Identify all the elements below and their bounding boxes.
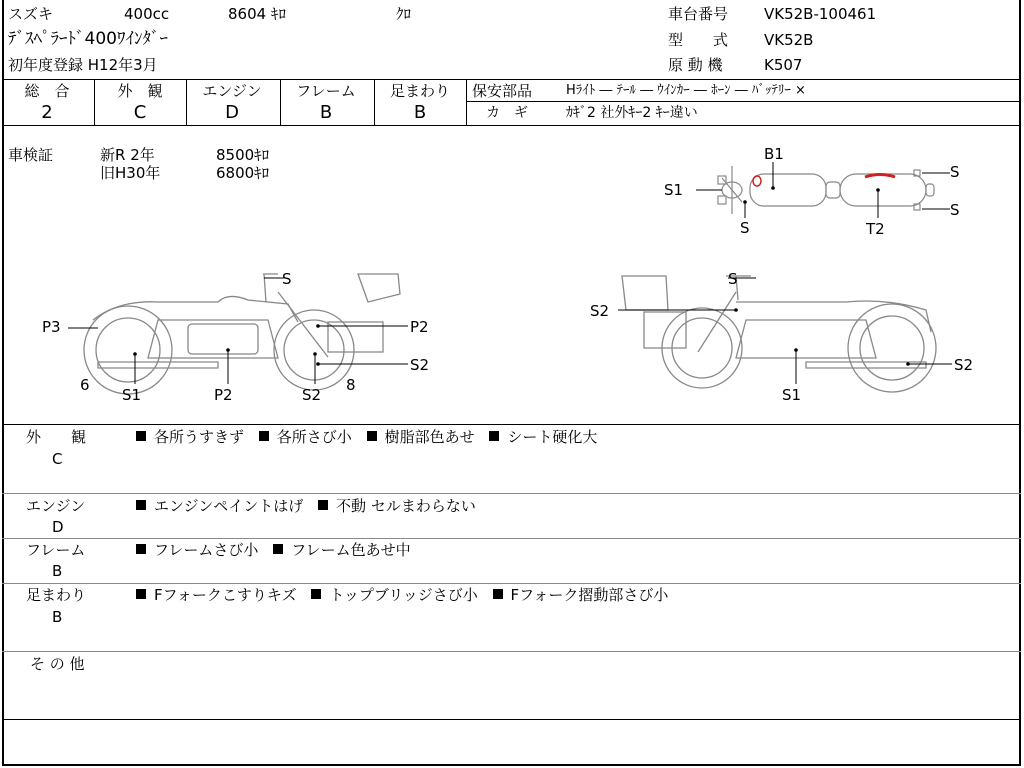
grade-label-exterior: 外 観 [117, 82, 163, 100]
grade-top-line [2, 79, 1021, 80]
note-cat-suspension: 足まわり [26, 586, 87, 604]
label-s2-left: S2 [590, 302, 610, 320]
label-s: S [282, 270, 292, 288]
model-name: ﾃﾞｽﾍﾟﾗｰﾄﾞ400ﾜｲﾝﾀﾞｰ [8, 29, 168, 49]
note-items-suspension: Fフォークこすりキズ トップブリッジさび小 Fフォーク摺動部さび小 [136, 588, 678, 603]
grade-value-total: 2 [41, 102, 53, 123]
grade-value-exterior: C [133, 102, 147, 123]
bullet-square-icon [136, 589, 146, 599]
label-s2-bottom: S2 [302, 386, 322, 404]
grade-label-suspension: 足まわり [389, 82, 450, 100]
label-s2-right: S2 [954, 356, 974, 374]
grade-label-engine: エンジン [202, 82, 262, 100]
label-8: 8 [346, 376, 356, 394]
notes-top-line [2, 424, 1021, 425]
label-p3: P3 [42, 318, 61, 336]
bullet-square-icon [136, 544, 146, 554]
note-grade-engine: D [52, 518, 64, 536]
notes-divider [2, 583, 1021, 584]
right-side-diagram [586, 262, 986, 410]
grade-divider [466, 79, 467, 125]
note-items-exterior: 各所うすきず 各所さび小 樹脂部色あせ シート硬化大 [136, 430, 607, 445]
note-cat-frame: フレーム [26, 541, 86, 559]
bullet-square-icon [311, 589, 321, 599]
safety-items: Hﾗｲﾄ ― ﾃｰﾙ ― ｳｲﾝｶｰ ― ﾎｰﾝ ― ﾊﾞｯﾃﾘｰ × [566, 83, 806, 98]
inspection-label: 車検証 [8, 146, 54, 164]
notes-divider [2, 651, 1021, 652]
damage-mark [753, 176, 761, 186]
note-cat-engine: エンジン [26, 497, 86, 515]
model-code: VK52B [764, 31, 814, 49]
notes-divider [2, 493, 1021, 494]
bullet-square-icon [259, 431, 269, 441]
note-items-frame: フレームさび小 フレーム色あせ中 [136, 543, 421, 558]
inspection-old-cost: 6800ｷﾛ [216, 164, 270, 182]
label-s-front: S [740, 219, 750, 237]
note-items-engine: エンジンペイントはげ 不動 セルまわらない [136, 499, 486, 514]
key-items: ｶｷﾞ2 社外ｷｰ2 ｷｰ違い [566, 105, 698, 121]
notes-bottom-line [2, 719, 1021, 720]
label-s1-top: S1 [664, 181, 684, 199]
first-registration: 初年度登録 H12年3月 [8, 56, 158, 74]
label-b1: B1 [764, 145, 784, 163]
grade-value-frame: B [319, 102, 333, 123]
mileage: 8604 ｷﾛ [228, 5, 286, 23]
model-label: 型 式 [668, 31, 729, 49]
top-view-diagram [640, 140, 980, 240]
bullet-square-icon [493, 589, 503, 599]
left-side-diagram [38, 262, 448, 410]
note-grade-suspension: B [52, 608, 63, 626]
label-s1: S1 [782, 386, 802, 404]
inspection-new: 新R 2年 [100, 146, 155, 164]
frame-no-label: 車台番号 [668, 5, 729, 23]
note-cat-exterior: 外 観 [26, 428, 87, 446]
grade-value-suspension: B [413, 102, 427, 123]
grade-bottom-line [2, 125, 1021, 126]
grade-label-total: 総 合 [24, 82, 70, 100]
label-s-rear-top: S [950, 163, 960, 181]
label-s1: S1 [122, 386, 142, 404]
notes-divider [2, 538, 1021, 539]
grade-value-engine: D [225, 102, 239, 123]
label-s-rear-bottom: S [950, 201, 960, 219]
inspection-old: 旧H30年 [100, 164, 161, 182]
safety-divider [467, 101, 1021, 102]
bullet-square-icon [367, 431, 377, 441]
frame-no: VK52B-100461 [764, 5, 877, 23]
color: ｸﾛ [396, 5, 412, 23]
note-grade-frame: B [52, 562, 63, 580]
bullet-square-icon [136, 431, 146, 441]
damage-mark [865, 175, 895, 178]
bullet-square-icon [273, 544, 283, 554]
key-label: カ ギ [486, 105, 528, 121]
safety-label: 保安部品 [472, 82, 533, 100]
inspection-new-cost: 8500ｷﾛ [216, 146, 270, 164]
grade-label-frame: フレーム [296, 82, 356, 100]
note-cat-other: そ の 他 [30, 655, 85, 673]
engine-code: K507 [764, 56, 803, 74]
label-s2: S2 [410, 356, 430, 374]
label-p2: P2 [410, 318, 429, 336]
note-grade-exterior: C [52, 450, 63, 468]
bullet-square-icon [489, 431, 499, 441]
label-6: 6 [80, 376, 90, 394]
label-t2: T2 [866, 220, 885, 238]
bullet-square-icon [136, 500, 146, 510]
label-p2-bottom: P2 [214, 386, 233, 404]
label-s: S [728, 270, 738, 288]
maker: スズキ [8, 5, 54, 23]
displacement: 400cc [124, 5, 170, 23]
engine-label: 原 動 機 [668, 56, 723, 74]
bullet-square-icon [318, 500, 328, 510]
